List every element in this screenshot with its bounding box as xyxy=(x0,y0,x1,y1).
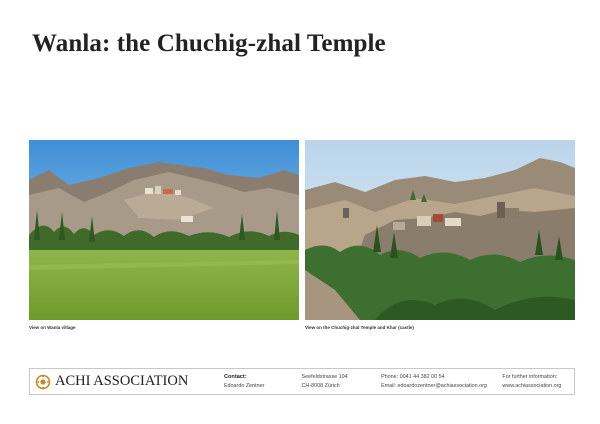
page-title: Wanla: the Chuchig-zhal Temple xyxy=(32,30,386,57)
email-address[interactable]: Email: edoardozentner@achiassociation.org xyxy=(381,382,487,389)
info-block xyxy=(502,373,574,391)
contact-block xyxy=(224,373,302,391)
website-link[interactable]: www.achiassociation.org xyxy=(502,382,562,389)
contact-label: Contact: xyxy=(223,373,247,380)
contact-name: Edoardo Zentner xyxy=(223,382,265,389)
org-logo xyxy=(30,373,224,391)
phone-email-block xyxy=(381,373,502,391)
wanla-village-photo xyxy=(29,140,299,320)
address-line1: Seefeldstrasse 104 xyxy=(301,373,348,380)
organization-name: ACHI ASSOCIATION xyxy=(55,373,189,389)
footer-bar xyxy=(29,368,575,395)
photo-caption-right: View on the Chuchig-zhal Temple and Khar (castle) xyxy=(305,325,414,330)
photo-caption-left: View on Wanla village xyxy=(29,325,76,330)
info-label: For further information: xyxy=(502,373,558,380)
achi-emblem-icon xyxy=(35,373,51,391)
address-line2: CH-8008 Zürich xyxy=(301,382,340,389)
address-block xyxy=(302,373,382,391)
temple-khar-photo xyxy=(305,140,575,320)
phone-number: Phone: 0041 44 382 00 54 xyxy=(381,373,445,380)
